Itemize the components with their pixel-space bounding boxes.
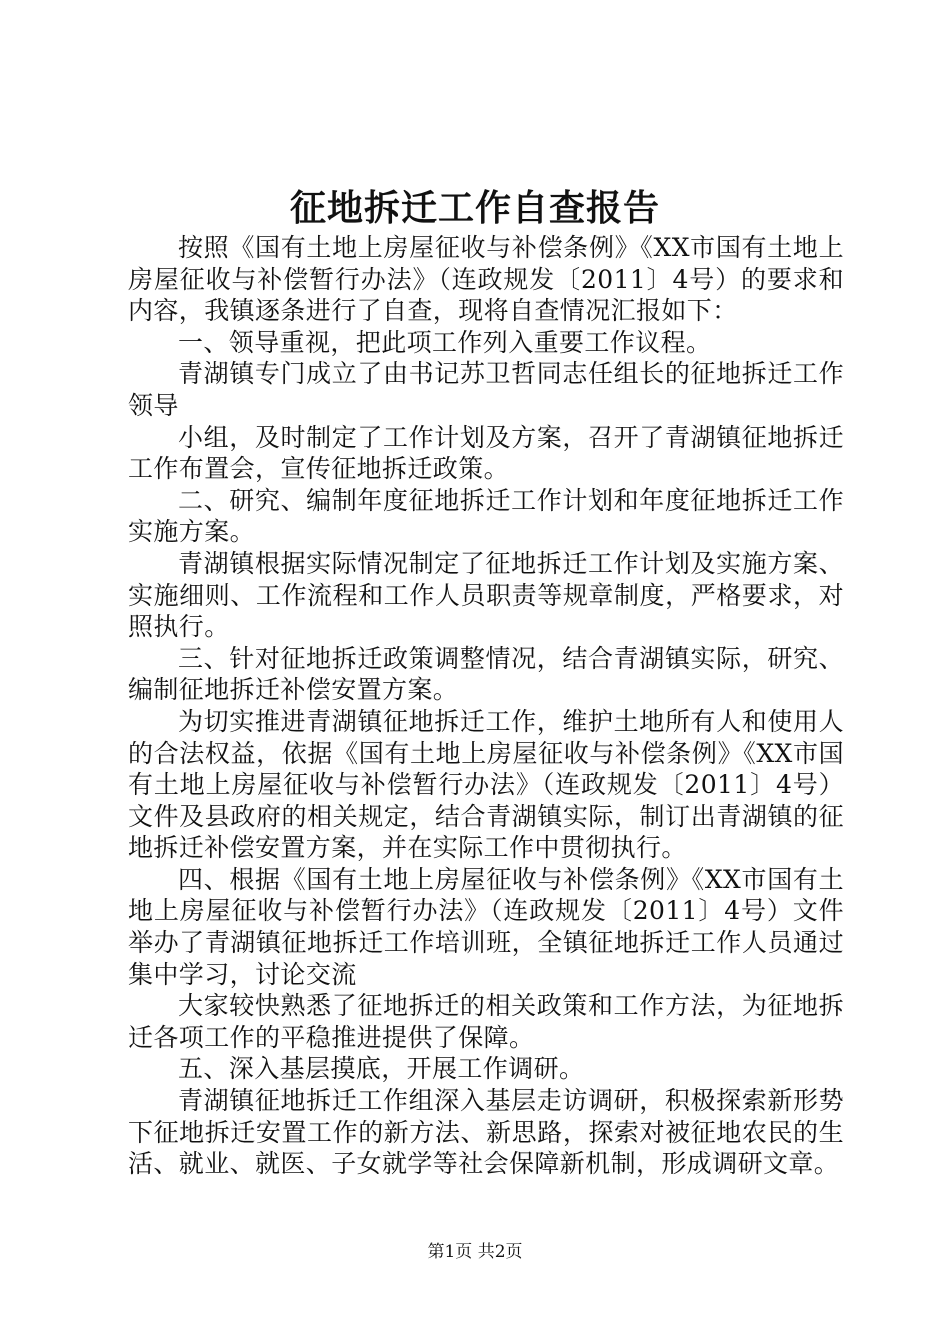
paragraph: 青湖镇根据实际情况制定了征地拆迁工作计划及实施方案、实施细则、工作流程和工作人员职责等规章制度，严格要求，对照执行。: [128, 548, 844, 642]
paragraph: 为切实推进青湖镇征地拆迁工作，维护土地所有人和使用人的合法权益，依据《国有土地上房屋征收与补偿条例》《XX市国有土地上房屋征收与补偿暂行办法》（连政规发〔2011〕4号）文件及县政府的相关规定，结合青湖镇实际，制订出青湖镇的征地拆迁补偿安置方案，并在实际工作中贯彻执行。: [128, 706, 844, 863]
paragraph: 大家较快熟悉了征地拆迁的相关政策和工作方法，为征地拆迁各项工作的平稳推进提供了保障。: [128, 991, 844, 1052]
document-title: 征地拆迁工作自查报告: [289, 187, 660, 229]
paragraph: 小组，及时制定了工作计划及方案，召开了青湖镇征地拆迁工作布置会，宣传征地拆迁政策。: [128, 422, 844, 484]
paragraph-heading-1: 一、领导重视，把此项工作列入重要工作议程。: [178, 327, 712, 357]
paragraph: 青湖镇专门成立了由书记苏卫哲同志任组长的征地拆迁工作领导: [128, 359, 844, 420]
paragraph-heading-5: 五、深入基层摸底，开展工作调研。: [178, 1054, 585, 1084]
paragraph-heading-4: 四、根据《国有土地上房屋征收与补偿条例》《XX市国有土地上房屋征收与补偿暂行办法》（连政规发〔2011〕4号）文件举办了青湖镇征地拆迁工作培训班，全镇征地拆迁工作人员通过集中学习，讨论交流: [128, 864, 844, 989]
paragraph-intro: 按照《国有土地上房屋征收与补偿条例》《XX市国有土地上房屋征收与补偿暂行办法》（连政规发〔2011〕4号）的要求和内容，我镇逐条进行了自查，现将自查情况汇报如下：: [128, 233, 844, 326]
paragraph-heading-3: 三、针对征地拆迁政策调整情况，结合青湖镇实际，研究、编制征地拆迁补偿安置方案。: [128, 643, 844, 705]
paragraph: 青湖镇征地拆迁工作组深入基层走访调研，积极探索新形势下征地拆迁安置工作的新方法、新思路，探索对被征地农民的生活、就业、就医、子女就学等社会保障新机制，形成调研文章。: [128, 1086, 844, 1179]
page-indicator: 第1页 共2页: [427, 1242, 523, 1262]
document-body: [128, 232, 844, 1180]
paragraph-heading-2: 二、研究、编制年度征地拆迁工作计划和年度征地拆迁工作实施方案。: [128, 485, 844, 547]
